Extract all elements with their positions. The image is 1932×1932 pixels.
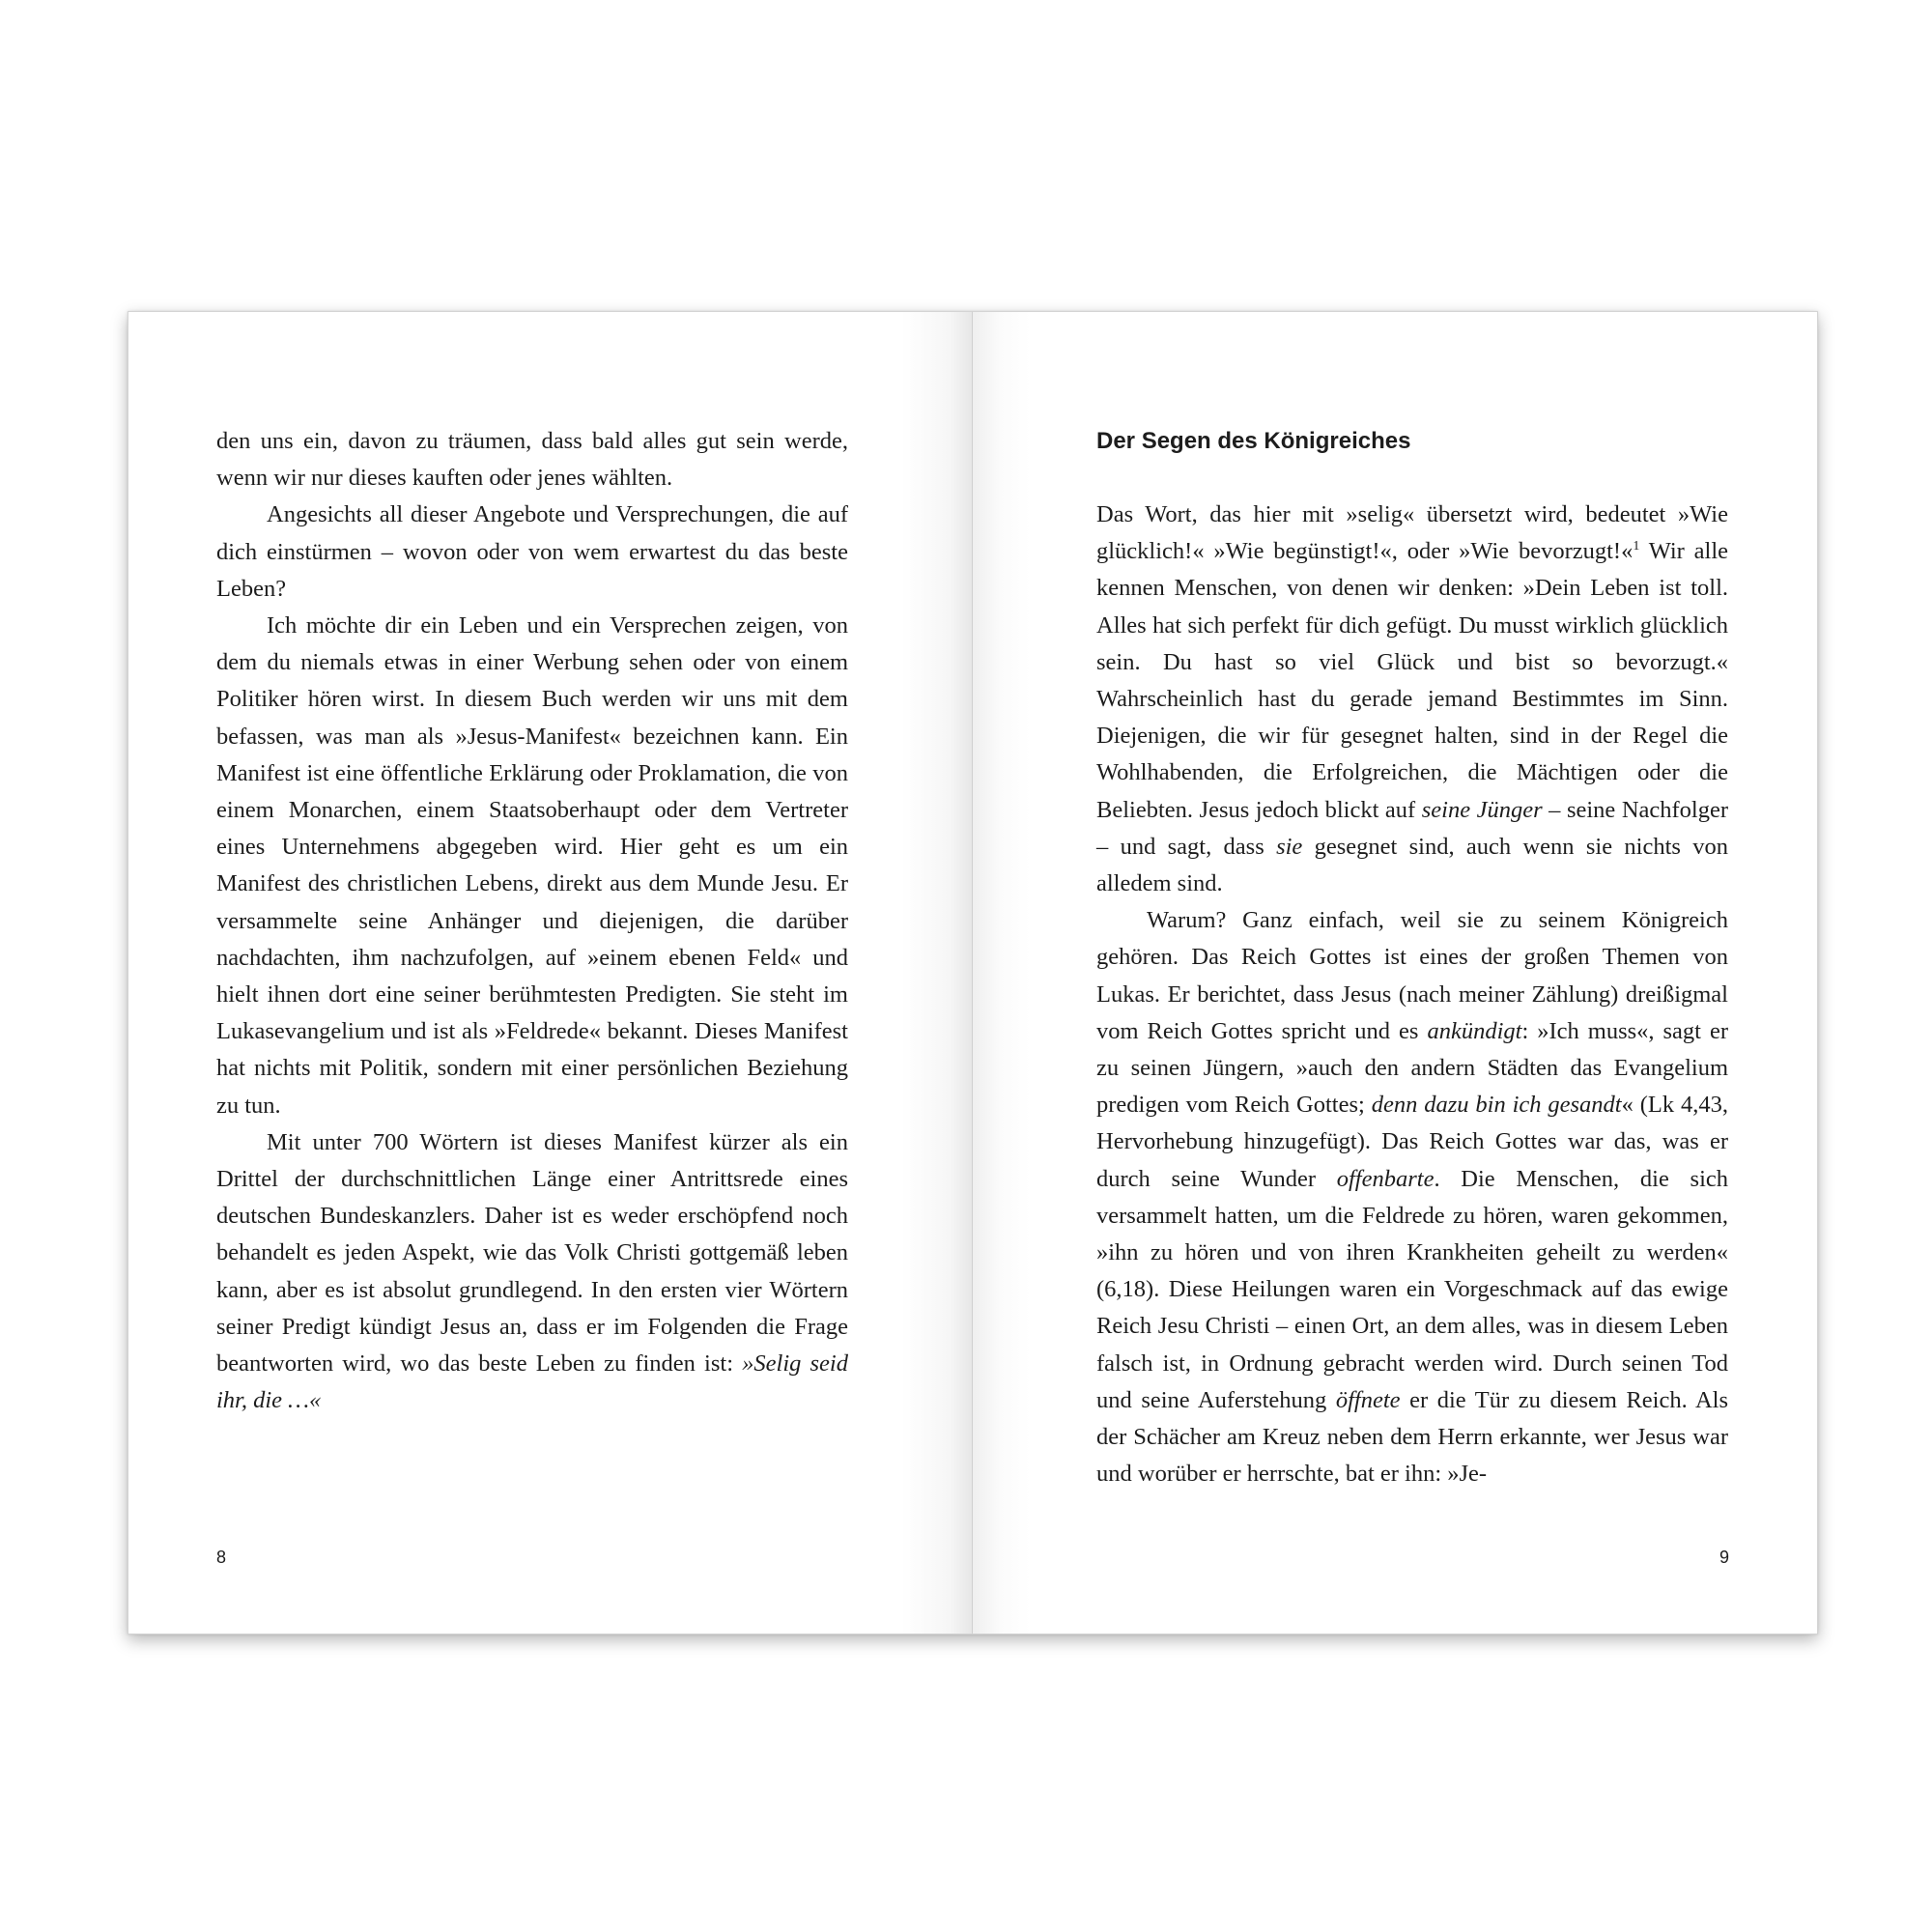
- page-number-left: 8: [216, 1548, 227, 1567]
- paragraph-text: Warum? Ganz einfach, weil sie zu seinem Königreich gehören. Das Reich Gottes ist eines der großen Themen von Lukas. Er berichtet, dass Jesus (nach meiner Zählung) dreißigmal vom Reich Gottes spricht und es: [1096, 907, 1728, 1044]
- right-page-paragraphs: [1096, 497, 1728, 1492]
- paragraph-text: den uns ein, davon zu träumen, dass bald alles gut sein werde, wenn wir nur dieses kauften oder jenes wählten.: [216, 428, 848, 492]
- left-page-body: [216, 423, 848, 1419]
- paragraph-text: Wir alle kennen Menschen, von denen wir denken: »Dein Leben ist toll. Alles hat sich perfekt für dich gefügt. Du musst wirklich glücklich sein. Du hast so viel Glück und bist so bevorzugt.« Wahrscheinlich hast du gerade jemand Bestimmtes im Sinn. Diejenigen, die wir für gesegnet halten, sind in der Regel die Wohlhabenden, die Erfolgreichen, die Mächtigen oder die Beliebten. Jesus jedoch blickt auf: [1096, 538, 1729, 823]
- footnote-ref: 1: [1633, 539, 1640, 554]
- paragraph-text: gesegnet sind, auch wenn sie nichts von alledem sind.: [1096, 833, 1728, 897]
- paragraph-text: – seine Nachfolger – und sagt, dass: [1096, 796, 1729, 860]
- emphasis-text: denn dazu bin ich gesandt: [1371, 1092, 1622, 1119]
- paragraph-l4: [216, 1124, 848, 1420]
- emphasis-text: »Selig seid ihr, die …«: [216, 1350, 848, 1414]
- paragraph-text: Das Wort, das hier mit »selig« übersetzt wird, bedeutet »Wie glücklich!« »Wie begünstigt!«, oder »Wie bevorzugt!«: [1096, 501, 1728, 565]
- paragraph-text: « (Lk 4,43, Hervorhebung hinzugefügt). Das Reich Gottes war das, was er durch seine Wunder: [1096, 1092, 1728, 1192]
- emphasis-text: öffnete: [1335, 1386, 1401, 1413]
- emphasis-text: seine Jünger: [1421, 796, 1543, 823]
- paragraph-text: Angesichts all dieser Angebote und Versprechungen, die auf dich einstürmen – wovon oder von wem erwartest du das beste Leben?: [216, 501, 848, 602]
- paragraph-text: Ich möchte dir ein Leben und ein Versprechen zeigen, von dem du niemals etwas in einer Werbung sehen oder von einem Politiker hören wirst. In diesem Buch werden wir uns mit dem befassen, was man als »Jesus-Manifest« bezeichnen kann. Ein Manifest ist eine öffentliche Erklärung oder Proklamation, die von einem Monarchen, einem Staatsoberhaupt oder dem Vertreter eines Unternehmens abgegeben wird. Hier geht es um ein Manifest des christlichen Lebens, direkt aus dem Munde Jesu. Er versammelte seine Anhänger und diejenigen, die darüber nachdachten, ihm nachzufolgen, auf »einem ebenen Feld« und hielt ihnen dort eine seiner berühmtesten Predigten. Sie steht im Lukasevangelium und ist als »Feldrede« bekannt. Dieses Manifest hat nichts mit Politik, sondern mit einer persönlichen Beziehung zu tun.: [216, 612, 848, 1119]
- book-spread: [128, 311, 1818, 1634]
- right-page: [972, 311, 1818, 1634]
- paragraph-l3: [216, 608, 848, 1124]
- paragraph-text: er die Tür zu diesem Reich. Als der Schächer am Kreuz neben dem Herrn erkannte, wer Jesus war und worüber er herrschte, bat er ihn: »Je-: [1096, 1386, 1729, 1488]
- paragraph-r2: [1096, 902, 1728, 1492]
- paragraph-r1: [1096, 497, 1728, 902]
- emphasis-text: ankündigt: [1427, 1017, 1522, 1044]
- paragraph-text: Mit unter 700 Wörtern ist dieses Manifest kürzer als ein Drittel der durchschnittlichen Länge einer Antrittsrede eines deutschen Bundeskanzlers. Daher ist es weder erschöpfend noch behandelt es jeden Aspekt, wie das Volk Christi gottgemäß leben kann, aber es ist absolut grundlegend. In den ersten vier Wörtern seiner Predigt kündigt Jesus an, dass er im Folgenden die Frage beantworten wird, wo das beste Leben zu finden ist:: [216, 1128, 848, 1378]
- paragraph-l1: [216, 423, 848, 497]
- emphasis-text: offenbarte: [1336, 1165, 1435, 1192]
- page-number-right: 9: [1719, 1548, 1729, 1567]
- left-page: [128, 311, 972, 1634]
- section-heading: Der Segen des Königreiches: [1096, 428, 1411, 454]
- paragraph-text: : »Ich muss«, sagt er zu seinen Jüngern, »auch den andern Städten das Evangelium predigen vom Reich Gottes;: [1096, 1017, 1728, 1119]
- paragraph-text: . Die Menschen, die sich versammelt hatten, um die Feldrede zu hören, waren gekommen, »ihn zu hören und von ihren Krankheiten geheilt zu werden« (6,18). Diese Heilungen waren ein Vorgeschmack auf das ewige Reich Jesu Christi – einen Ort, an dem alles, was in diesem Leben falsch ist, in Ordnung gebracht werden wird. Durch seinen Tod und seine Auferstehung: [1096, 1165, 1728, 1413]
- paragraph-l2: [216, 497, 848, 608]
- emphasis-text: sie: [1276, 833, 1303, 860]
- right-page-body: [1096, 423, 1728, 1492]
